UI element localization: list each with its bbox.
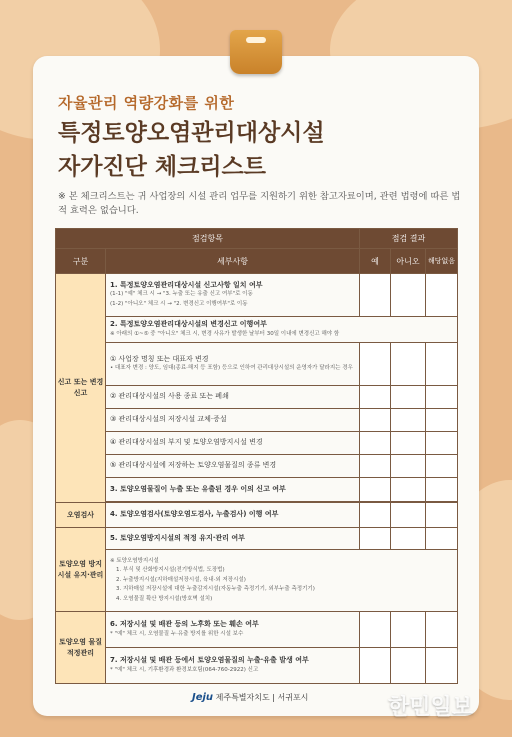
item-sub: (1-1) "예" 체크 시 → "3. 누출 또는 유출 신고 여부"로 이동 [110,291,253,298]
checkbox-na[interactable] [426,274,458,317]
item-title: 5. 토양오염방지시설의 적정 유지·관리 여부 [110,533,245,542]
checkbox-no[interactable] [391,386,426,409]
item-sub: 3. 지하매설 저장시설에 대한 누출감지시설(자동누출 측정기기, 외부누출 측정기기) [116,586,315,593]
checklist-item-4 [106,503,360,528]
checkbox-no[interactable] [391,274,426,317]
footer-logo [192,692,308,703]
header-category: 구분 [56,249,106,274]
checkbox-no[interactable] [391,455,426,478]
checkbox-yes[interactable] [360,343,391,386]
checkbox-na[interactable] [426,386,458,409]
category-inspection: 오염검사 [56,503,106,528]
publisher-watermark: 한민일보 [388,695,474,720]
checkbox-no[interactable] [391,478,426,502]
checkbox-yes[interactable] [360,409,391,432]
checklist-item-2 [106,317,458,343]
item-sub: ※ 토양오염방지시설 [110,557,159,564]
category-facility: 토양오염 방지시설 유지·관리 [56,528,106,612]
item-sub: * "예" 체크 시, 기후환경과 환경보호팀(064-760-2922) 신고 [110,666,259,673]
category-contamination: 토양오염 물질 적정관리 [56,612,106,684]
page-title-line2: 자가진단 체크리스트 [58,154,266,180]
checklist-item-2-5: ⑤ 관리대상시설에 저장하는 토양오염물질의 종류 변경 [106,455,360,478]
checkbox-no[interactable] [391,503,426,528]
page-subtitle: 자율관리 역량강화를 위한 [58,94,235,112]
checkbox-yes[interactable] [360,528,391,550]
checklist-item-5-detail [106,550,458,612]
checklist-item-2-2: ② 관리대상시설의 사용 종료 또는 폐쇄 [106,386,360,409]
disclaimer-note: ※ 본 체크리스트는 귀 사업장의 시설 관리 업무를 지원하기 위한 참고자료이며, 관련 법령에 따른 법적 효력은 없습니다. [58,191,461,216]
header-detail: 세부사항 [106,249,360,274]
checklist-table [55,228,458,684]
checkbox-yes[interactable] [360,274,391,317]
item-title: 6. 저장시설 및 배관 등의 노후화 또는 훼손 여부 [110,620,259,628]
checkbox-yes[interactable] [360,478,391,502]
checkbox-no[interactable] [391,648,426,684]
item-sub: ※ 아래의 ①~⑤ 중 "아니오" 체크 시, 변경 사유가 발생한 날부터 30일 이내에 변경신고 해야 함 [110,330,340,337]
checkbox-yes[interactable] [360,432,391,455]
item-title: 4. 토양오염검사(토양오염도검사, 누출검사) 이행 여부 [110,510,279,519]
item-title: 3. 토양오염물질이 누출 또는 유출된 경우 이의 신고 여부 [110,484,286,493]
header-check-items: 점검항목 [56,229,360,249]
checklist-item-6 [106,612,360,648]
checkbox-no[interactable] [391,343,426,386]
checkbox-na[interactable] [426,528,458,550]
checkbox-yes[interactable] [360,503,391,528]
header-no: 아니오 [391,249,426,274]
checkbox-na[interactable] [426,343,458,386]
item-sub: • 대표자 변경 : 양도, 임대(종료·해지 등 포함) 등으로 인하여 관리대상시설의 운영자가 달라지는 경우 [110,365,353,371]
item-title: ① 사업장 명칭 또는 대표자 변경 [110,354,209,363]
item-sub: 1. 부식 및 산화방지시설(전기방식법, 도장법) [116,567,225,574]
clipboard-clip-icon [230,30,282,74]
checkbox-na[interactable] [426,432,458,455]
checklist-item-1 [106,274,360,317]
item-sub: 4. 오염물질 확산 방지시설(방호벽 설치) [116,595,213,602]
checkbox-no[interactable] [391,432,426,455]
item-title: 2. 특정토양오염관리대상시설의 변경신고 이행여부 [110,320,267,328]
item-title: 7. 저장시설 및 배관 등에서 토양오염물질의 누출·유출 발생 여부 [110,656,309,664]
checkbox-yes[interactable] [360,612,391,648]
checkbox-na[interactable] [426,503,458,528]
header-check-result: 점검 결과 [360,229,458,249]
checkbox-na[interactable] [426,409,458,432]
checkbox-yes[interactable] [360,455,391,478]
checkbox-na[interactable] [426,648,458,684]
checkbox-no[interactable] [391,528,426,550]
checklist-item-2-1 [106,343,360,386]
item-sub: (1-2) "아니오" 체크 시 → "2. 변경신고 이행여부"로 이동 [110,300,248,307]
item-title: 1. 특정토양오염관리대상시설 신고사항 일치 여부 [110,280,263,289]
checklist-item-2-4: ④ 관리대상시설의 부지 및 토양오염방지시설 변경 [106,432,360,455]
checkbox-yes[interactable] [360,648,391,684]
checklist-item-5 [106,528,360,550]
checklist-item-7 [106,648,360,684]
checkbox-na[interactable] [426,612,458,648]
category-report: 신고 또는 변경 신고 [56,274,106,503]
item-sub: 2. 누출방지시설(지하매설저장시설, 육내·외 저장시설) [116,576,246,583]
checklist-item-3 [106,478,360,502]
checklist-item-2-3: ③ 관리대상시설의 저장시설 교체·증설 [106,409,360,432]
checkbox-no[interactable] [391,409,426,432]
header-na: 해당없음 [426,249,458,274]
item-sub: * "예" 체크 시, 오염물질 누·유출 방지를 위한 시설 보수 [110,630,244,637]
checkbox-na[interactable] [426,478,458,502]
page-title-line1: 특정토양오염관리대상시설 [58,120,325,146]
jeju-logo: Jeju [192,692,214,703]
checkbox-yes[interactable] [360,386,391,409]
footer-org-text: 제주특별자치도 | 서귀포시 [215,693,309,702]
checkbox-no[interactable] [391,612,426,648]
checkbox-na[interactable] [426,455,458,478]
header-yes: 예 [360,249,391,274]
